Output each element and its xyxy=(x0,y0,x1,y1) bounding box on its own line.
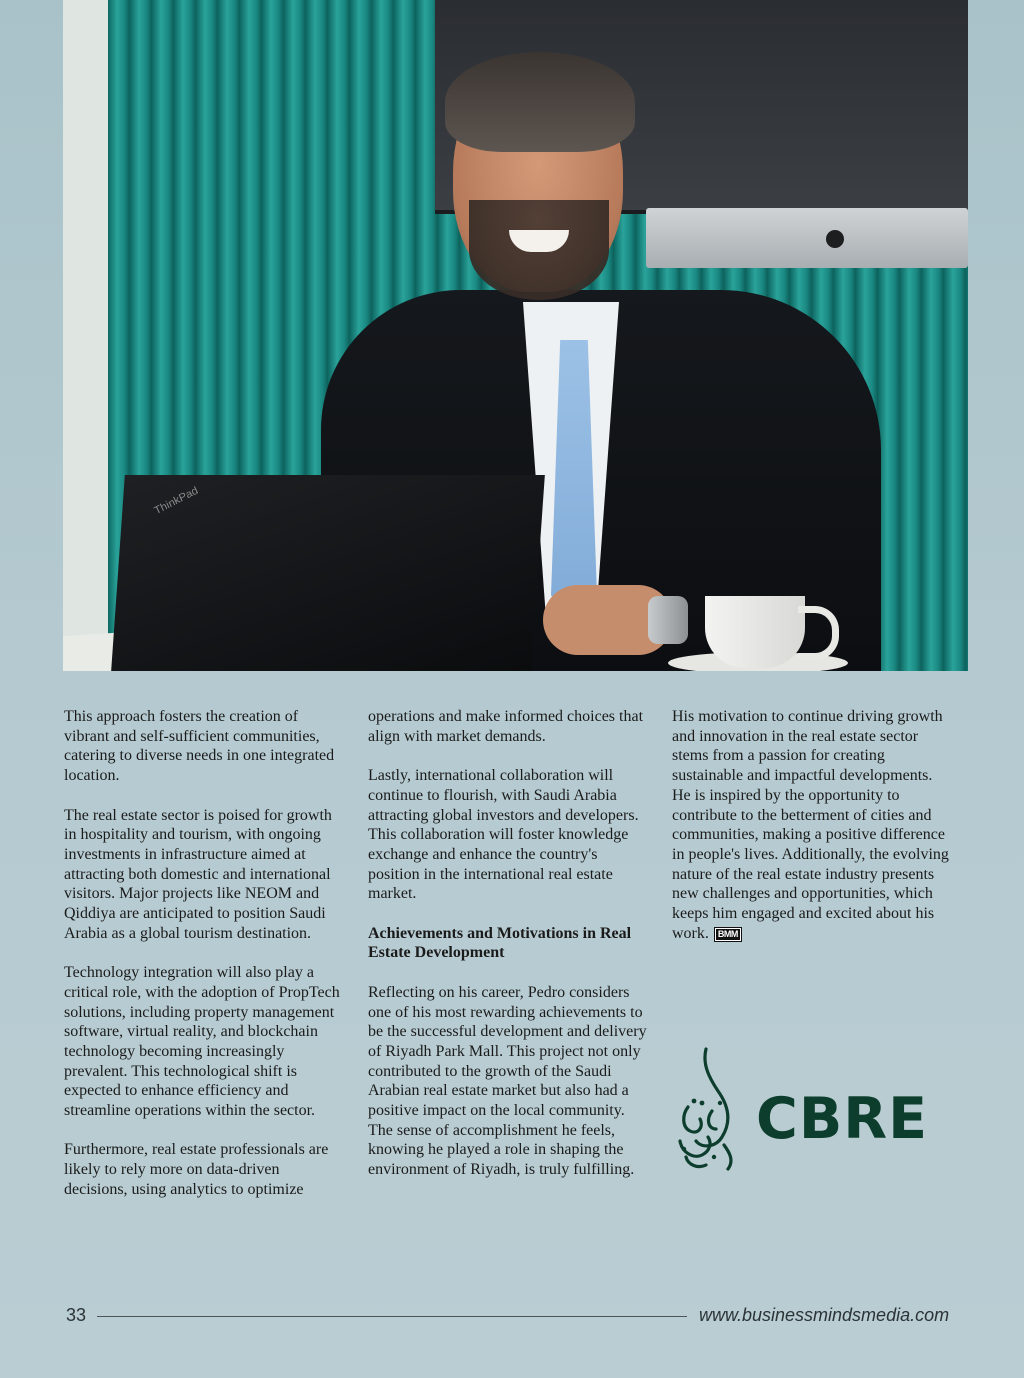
cbre-logo xyxy=(672,1045,952,1175)
paragraph: Reflecting on his career, Pedro considers one of his most rewarding achievements to be the successful development and delivery of Riyadh Park Mall. This project not only contributed to the growth of the Saudi Arabian real estate market but also had a positive impact on the local community. The sense of accomplishment he feels, knowing he played a role in shaping the environment of Riyadh, is truly fulfilling. xyxy=(368,983,647,1179)
wristwatch xyxy=(648,596,688,644)
coffee-cup xyxy=(705,596,805,668)
text-column-3 xyxy=(672,707,954,963)
cup-handle xyxy=(798,606,839,660)
arabic-calligraphy-emblem xyxy=(672,1045,744,1175)
paragraph: The real estate sector is poised for growth in hospitality and tourism, with ongoing investments in infrastructure aimed at attracting both domestic and international visitors. Major projects like NEOM and Qiddiya are anticipated to position Saudi Arabia as a global tourism destination. xyxy=(64,806,332,942)
text-column-2 xyxy=(368,707,650,1200)
paragraph: Lastly, international collaboration will continue to flourish, with Saudi Arabia attracting global investors and developers. This collaboration will foster knowledge exchange and enhance the country's position in the international real estate market. xyxy=(368,767,639,903)
page-number: 33 xyxy=(66,1305,87,1325)
paragraph-text: His motivation to continue driving growth and innovation in the real estate sector stems from a passion for creating sustainable and impactful developments. He is inspired by the opportunity to contribute to the betterment of cities and communities, making a positive difference in people's lives. Additionally, the evolving nature of the real estate industry presents new challenges and opportunities, which keeps him engaged and excited about his work. xyxy=(672,708,949,942)
footer-divider xyxy=(97,1316,687,1317)
cbre-wordmark: CBRE xyxy=(756,1086,929,1152)
paragraph: Technology integration will also play a critical role, with the adoption of PropTech solutions, including property management software, virtual reality, and blockchain technology becoming increasingly prevalent. This technological shift is expected to enhance efficiency and streamline operations within the sector. xyxy=(64,964,340,1120)
paragraph xyxy=(672,707,954,943)
end-of-article-badge: BMM xyxy=(715,928,741,941)
laptop-logo: ThinkPad xyxy=(152,484,201,518)
paragraph: Furthermore, real estate professionals are likely to rely more on data-driven decisions, using analytics to optimize xyxy=(64,1141,329,1198)
section-heading: Achievements and Motivations in Real Estate Development xyxy=(368,924,632,962)
text-column-1 xyxy=(64,707,346,1219)
hair xyxy=(445,52,635,152)
website-link[interactable]: www.businessmindsmedia.com xyxy=(699,1305,950,1325)
laptop xyxy=(111,475,545,671)
paragraph: operations and make informed choices that align with market demands. xyxy=(368,708,644,745)
paragraph: This approach fosters the creation of vibrant and self-sufficient communities, catering to diverse needs in one integrated location. xyxy=(64,708,335,785)
article-photo xyxy=(63,0,968,671)
